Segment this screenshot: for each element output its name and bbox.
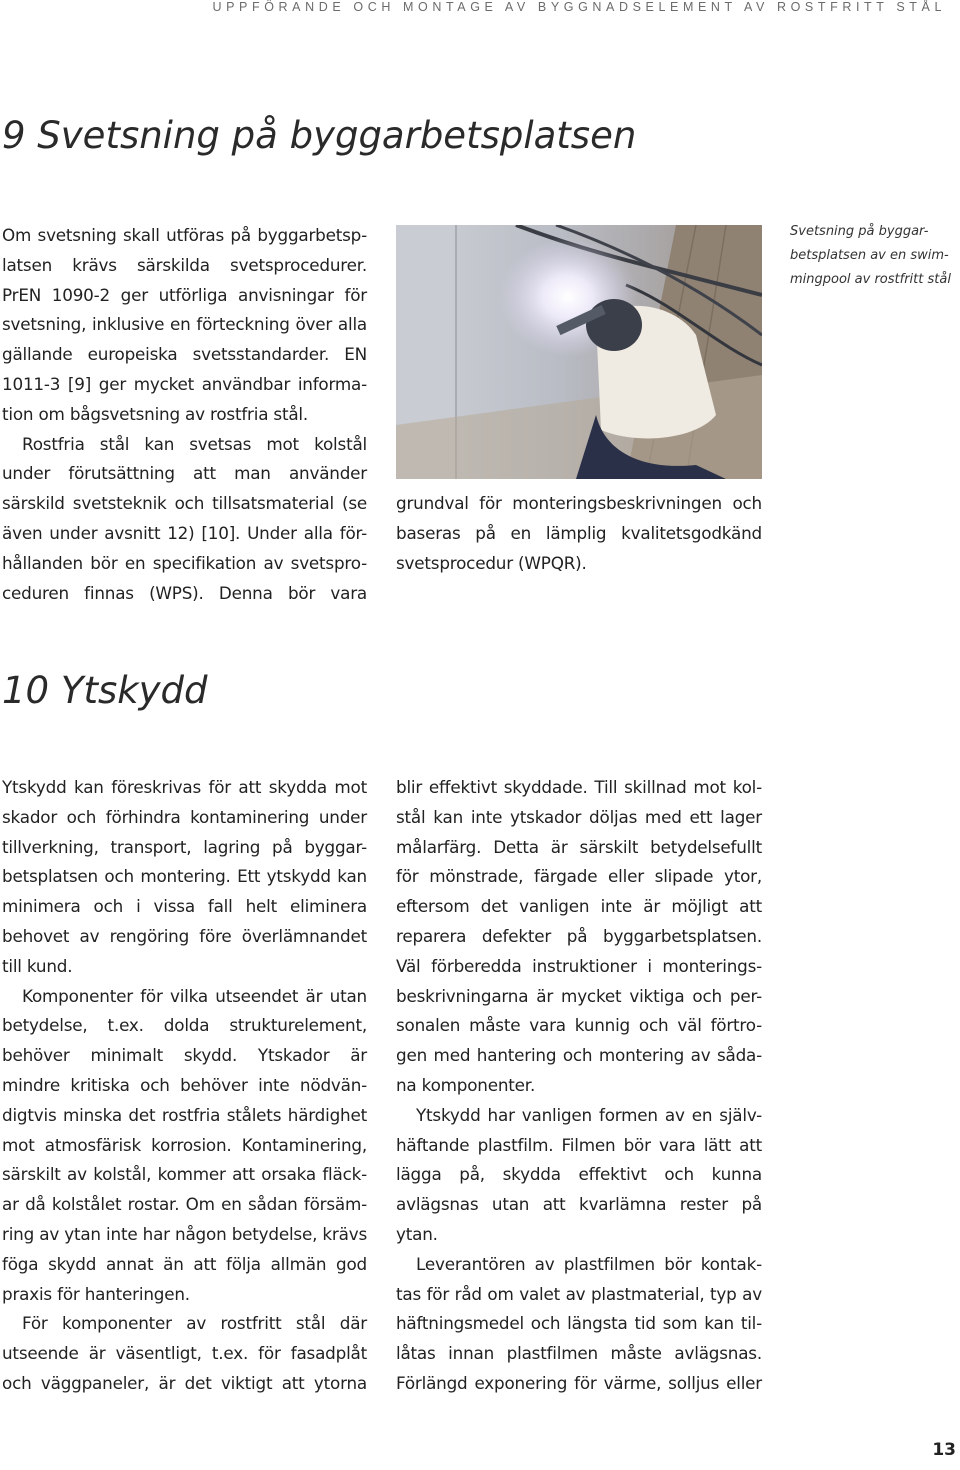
text-line: eftersom det vanligen inte är möjligt att: [396, 896, 762, 917]
caption-line: mingpool av rostfritt stål: [790, 272, 951, 287]
section-10-paragraph-1: [2, 773, 367, 982]
text-line: svetsning, inklusive en förteckning över alla: [2, 314, 367, 335]
text-line: Ytskydd har vanligen formen av en själv-: [416, 1104, 762, 1125]
text-line: och väggpaneler, är det viktigt att ytorna: [2, 1372, 367, 1393]
text-line: Om svetsning skall utföras på byggarbetsp-: [2, 225, 367, 245]
text-line: hållanden bör en specifikation av svetspro-: [2, 552, 367, 573]
text-line: under förutsättning att man använder: [2, 463, 367, 484]
text-line: Leverantören av plastfilmen bör kontak-: [416, 1253, 762, 1274]
text-line: sonalen måste vara kunnig och väl förtro-: [396, 1015, 762, 1036]
section-10-paragraph-3: [2, 1309, 367, 1398]
caption-line: betsplatsen av en swim-: [790, 248, 949, 263]
text-line: grundval för monteringsbeskrivningen och: [396, 493, 762, 513]
text-line: föga skydd annat än att följa allmän god: [2, 1253, 367, 1274]
text-line: na komponenter.: [396, 1074, 536, 1095]
text-line: gen med hantering och montering av såda-: [396, 1045, 762, 1066]
running-header: UPPFÖRANDE OCH MONTAGE AV BYGGNADSELEMENT AV ROSTFRITT STÅL: [212, 0, 946, 14]
text-line: häftningsmedel och längsta tid som kan til-: [396, 1313, 762, 1334]
text-line: lägga på, skydda effektivt och kunna: [396, 1164, 762, 1185]
text-line: behovet av rengöring före överlämnandet: [2, 925, 367, 946]
text-line: minimera och i vissa fall helt eliminera: [2, 896, 367, 917]
section-10-paragraph-6: [396, 1250, 762, 1399]
text-line: praxis för hanteringen.: [2, 1283, 190, 1304]
text-line: tion om bågsvetsning av rostfria stål.: [2, 403, 309, 424]
text-line: betydelse, t.ex. dolda strukturelement,: [2, 1015, 367, 1036]
text-line: för mönstrade, färgade eller slipade ytor,: [396, 866, 762, 887]
text-line: skador och förhindra kontaminering under: [2, 806, 367, 827]
text-line: utseende är väsentligt, t.ex. för fasadplåt: [2, 1343, 367, 1364]
text-line: För komponenter av rostfritt stål där: [22, 1313, 367, 1334]
text-line: betsplatsen och montering. Ett ytskydd kan: [2, 866, 367, 887]
text-line: tas för råd om valet av plastmaterial, typ av: [396, 1283, 762, 1304]
text-line: Väl förberedda instruktioner i monterings-: [396, 955, 762, 976]
text-line: ceduren finnas (WPS). Denna bör vara: [2, 582, 367, 603]
section-9-paragraph-1: [2, 221, 367, 430]
text-line: ar då kolstålet rostar. Om en sådan försäm-: [2, 1194, 367, 1215]
text-line: även under avsnitt 12) [10]. Under alla för-: [2, 522, 367, 543]
section-9-paragraph-2: [2, 430, 367, 609]
text-line: mot atmosfärisk korrosion. Kontaminering,: [2, 1134, 367, 1155]
section-9-heading: 9 Svetsning på byggarbetsplatsen: [2, 114, 637, 157]
section-10-paragraph-5: [396, 1101, 762, 1250]
text-line: mindre kritiska och behöver inte nödvän-: [2, 1074, 367, 1095]
text-line: avlägsnas utan att kvarlämna rester på: [396, 1194, 762, 1215]
text-line: beskrivningarna är mycket viktiga och per-: [396, 985, 762, 1006]
text-line: 1011-3 [9] ger mycket användbar informa-: [2, 373, 367, 394]
section-9-paragraph-3: [396, 489, 762, 578]
photo-caption: [790, 220, 958, 292]
section-10-column-1: [2, 773, 367, 1399]
text-line: latsen krävs särskilda svetsprocedurer.: [2, 254, 367, 275]
text-line: målarfärg. Detta är särskilt betydelsefullt: [396, 836, 762, 857]
text-line: PrEN 1090-2 ger utförliga anvisningar för: [2, 284, 367, 305]
section-9-column-2: [396, 489, 762, 578]
text-line: särskilt av kolstål, kommer att orsaka fläck-: [2, 1164, 367, 1185]
text-line: digtvis minska det rostfria stålets härdighet: [2, 1104, 367, 1125]
text-line: ring av ytan inte har någon betydelse, krävs: [2, 1223, 367, 1244]
text-line: svetsprocedur (WPQR).: [396, 552, 587, 573]
text-line: behöver minimalt skydd. Ytskador är: [2, 1045, 367, 1066]
page-number: 13: [932, 1440, 956, 1460]
text-line: stål kan inte ytskador döljas med ett lager: [396, 806, 762, 827]
section-9-column-1: [2, 221, 367, 608]
section-10-paragraph-2: [2, 982, 367, 1310]
text-line: gällande europeiska svetsstandarder. EN: [2, 344, 367, 365]
text-line: Rostfria stål kan svetsas mot kolstål: [22, 433, 367, 454]
text-line: ytan.: [396, 1223, 438, 1244]
text-line: reparera defekter på byggarbetsplatsen.: [396, 925, 762, 946]
text-line: till kund.: [2, 955, 73, 976]
text-line: Förlängd exponering för värme, solljus eller: [396, 1372, 762, 1393]
text-line: låtas innan plastfilmen måste avlägsnas.: [396, 1343, 762, 1364]
text-line: baseras på en lämplig kvalitetsgodkänd: [396, 522, 762, 543]
text-line: Ytskydd kan föreskrivas för att skydda mot: [2, 777, 367, 797]
welding-photo-illustration: [396, 225, 762, 479]
text-line: Komponenter för vilka utseendet är utan: [22, 985, 367, 1006]
text-line: tillverkning, transport, lagring på byggar-: [2, 836, 367, 857]
text-line: blir effektivt skyddade. Till skillnad mot kol-: [396, 777, 762, 797]
section-10-heading: 10 Ytskydd: [2, 669, 208, 712]
text-line: särskild svetsteknik och tillsatsmaterial (se: [2, 493, 367, 514]
welding-photo: [396, 225, 762, 479]
caption-line: Svetsning på byggar-: [790, 224, 929, 239]
section-10-column-2: [396, 773, 762, 1399]
section-10-paragraph-4: [396, 773, 762, 1101]
text-line: häftande plastfilm. Filmen bör vara lätt att: [396, 1134, 762, 1155]
